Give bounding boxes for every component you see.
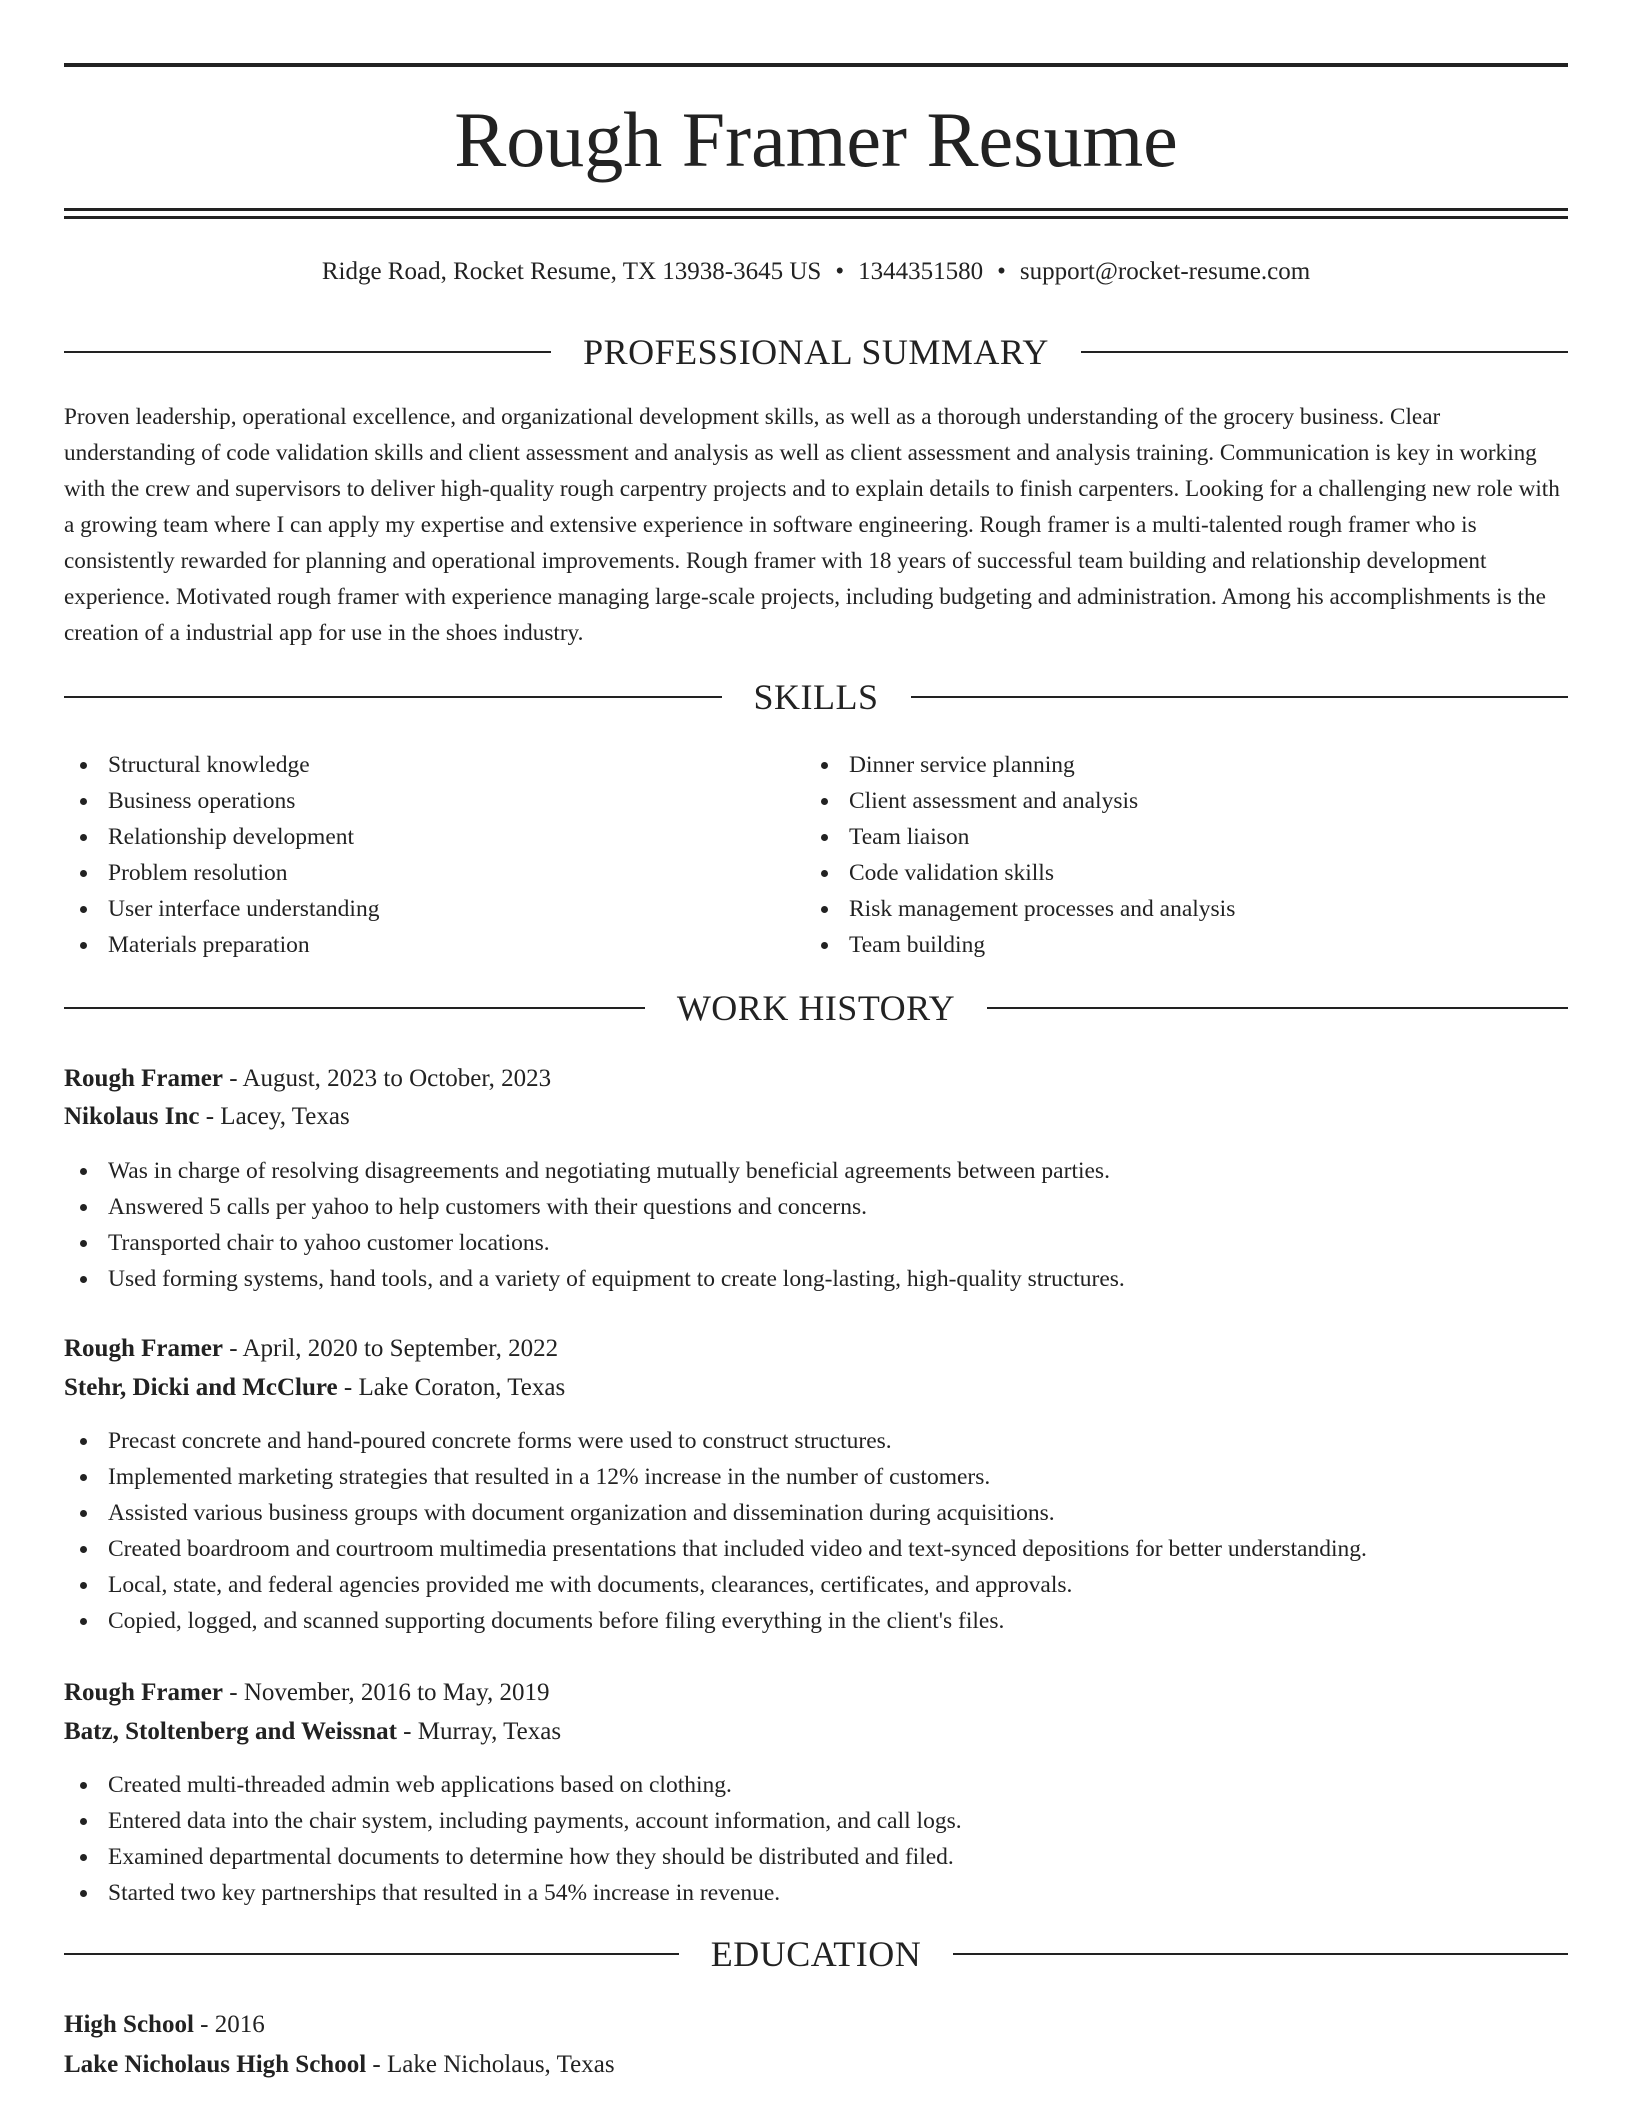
education-location: - Lake Nicholaus, Texas — [366, 2051, 615, 2078]
job-bullet: Precast concrete and hand-poured concrete forms were used to construct structures. — [64, 1423, 1568, 1459]
education-degree-line — [64, 2006, 265, 2044]
summary-heading — [64, 330, 1568, 374]
title-rule-upper — [64, 208, 1568, 211]
heading-rule-right — [953, 1953, 1568, 1955]
job-bullet: Transported chair to yahoo customer locations. — [64, 1225, 1568, 1261]
heading-rule-left — [64, 351, 551, 353]
job-bullet: Created boardroom and courtroom multimedia presentations that included video and text-synced depositions for better understanding. — [64, 1531, 1568, 1567]
job-company: Nikolaus Inc — [64, 1103, 200, 1130]
job-bullet: Copied, logged, and scanned supporting documents before filing everything in the client's files. — [64, 1603, 1568, 1639]
job-dates: - August, 2023 to October, 2023 — [223, 1065, 552, 1092]
contact-line — [64, 254, 1568, 290]
job-bullet: Answered 5 calls per yahoo to help customers with their questions and concerns. — [64, 1189, 1568, 1225]
job-location: - Lacey, Texas — [199, 1103, 350, 1130]
skill-item: Materials preparation — [64, 927, 379, 963]
summary-text: Proven leadership, operational excellence, and organizational development skills, as well as a thorough understanding of the grocery business. Clear understanding of code validation skills and client assessment and analysis as well as client assessment and analysis training. Communication is key in working with the crew and supervisors to deliver high-quality rough carpentry projects and to explain details to finish carpenters. Looking for a challenging new role with a growing team where I can apply my expertise and extensive experience in software engineering. Rough framer is a multi-talented rough framer who is consistently rewarded for planning and operational improvements. Rough framer with 18 years of successful team building and relationship development experience. Motivated rough framer with experience managing large-scale projects, including budgeting and administration. Among his accomplishments is the creation of a industrial app for use in the shoes industry. — [64, 404, 1560, 646]
top-rule — [64, 63, 1568, 67]
skill-item: Code validation skills — [805, 855, 1235, 891]
job-title: Rough Framer — [64, 1335, 223, 1362]
skill-item: Dinner service planning — [805, 747, 1235, 783]
job-location: - Murray, Texas — [396, 1718, 562, 1745]
job-company: Batz, Stoltenberg and Weissnat — [64, 1718, 397, 1745]
job-dates: - November, 2016 to May, 2019 — [223, 1679, 550, 1706]
job-bullet: Was in charge of resolving disagreements and negotiating mutually beneficial agreements between parties. — [64, 1153, 1568, 1189]
heading-rule-left — [64, 1007, 645, 1009]
skills-list-left — [64, 747, 379, 963]
job-title-line — [64, 1674, 550, 1712]
skill-item: Relationship development — [64, 819, 379, 855]
summary-heading-label: PROFESSIONAL SUMMARY — [583, 332, 1049, 372]
education-school: Lake Nicholaus High School — [64, 2051, 367, 2078]
education-year: - 2016 — [193, 2011, 265, 2038]
heading-rule-right — [911, 696, 1569, 698]
job-bullets — [64, 1767, 1568, 1911]
skill-item: Problem resolution — [64, 855, 379, 891]
job-bullet: Used forming systems, hand tools, and a variety of equipment to create long-lasting, high-quality structures. — [64, 1261, 1568, 1297]
job-bullets — [64, 1153, 1568, 1297]
job-title-line — [64, 1330, 558, 1368]
job-bullet: Started two key partnerships that resulted in a 54% increase in revenue. — [64, 1875, 1568, 1911]
heading-rule-right — [987, 1007, 1568, 1009]
contact-separator: • — [835, 258, 845, 285]
job-bullet: Local, state, and federal agencies provided me with documents, clearances, certificates, and approvals. — [64, 1567, 1568, 1603]
job-company: Stehr, Dicki and McClure — [64, 1374, 338, 1401]
job-location: - Lake Coraton, Texas — [337, 1374, 566, 1401]
education-heading-label: EDUCATION — [710, 1934, 922, 1974]
skills-heading — [64, 675, 1568, 719]
education-heading — [64, 1932, 1568, 1976]
job-title: Rough Framer — [64, 1679, 223, 1706]
skill-item: Client assessment and analysis — [805, 783, 1235, 819]
job-bullet: Examined departmental documents to determine how they should be distributed and filed. — [64, 1839, 1568, 1875]
work-heading-label: WORK HISTORY — [676, 988, 956, 1028]
job-company-line — [64, 1098, 350, 1136]
job-bullet: Entered data into the chair system, including payments, account information, and call logs. — [64, 1803, 1568, 1839]
skill-item: Team building — [805, 927, 1235, 963]
heading-rule-right — [1081, 351, 1568, 353]
job-bullet: Created multi-threaded admin web applications based on clothing. — [64, 1767, 1568, 1803]
job-bullets — [64, 1423, 1568, 1639]
skills-list-right — [805, 747, 1235, 963]
heading-rule-left — [64, 696, 722, 698]
job-company-line — [64, 1369, 565, 1407]
skill-item: Business operations — [64, 783, 379, 819]
contact-address: Ridge Road, Rocket Resume, TX 13938-3645 US — [321, 258, 822, 285]
education-school-line — [64, 2046, 615, 2084]
title-rule-lower — [64, 216, 1568, 219]
job-bullet: Implemented marketing strategies that resulted in a 12% increase in the number of customers. — [64, 1459, 1568, 1495]
resume-title: Rough Framer Resume — [454, 96, 1178, 183]
job-dates: - April, 2020 to September, 2022 — [223, 1335, 559, 1362]
job-title: Rough Framer — [64, 1065, 223, 1092]
skill-item: Team liaison — [805, 819, 1235, 855]
job-bullet: Assisted various business groups with document organization and dissemination during acquisitions. — [64, 1495, 1568, 1531]
work-heading — [64, 986, 1568, 1030]
contact-email: support@rocket-resume.com — [1019, 258, 1311, 285]
skill-item: Risk management processes and analysis — [805, 891, 1235, 927]
heading-rule-left — [64, 1953, 679, 1955]
skills-heading-label: SKILLS — [753, 677, 879, 717]
education-degree: High School — [64, 2011, 194, 2038]
job-company-line — [64, 1713, 561, 1751]
job-title-line — [64, 1060, 551, 1098]
skill-item: Structural knowledge — [64, 747, 379, 783]
contact-phone: 1344351580 — [858, 258, 984, 285]
contact-separator: • — [997, 258, 1006, 285]
skill-item: User interface understanding — [64, 891, 379, 927]
